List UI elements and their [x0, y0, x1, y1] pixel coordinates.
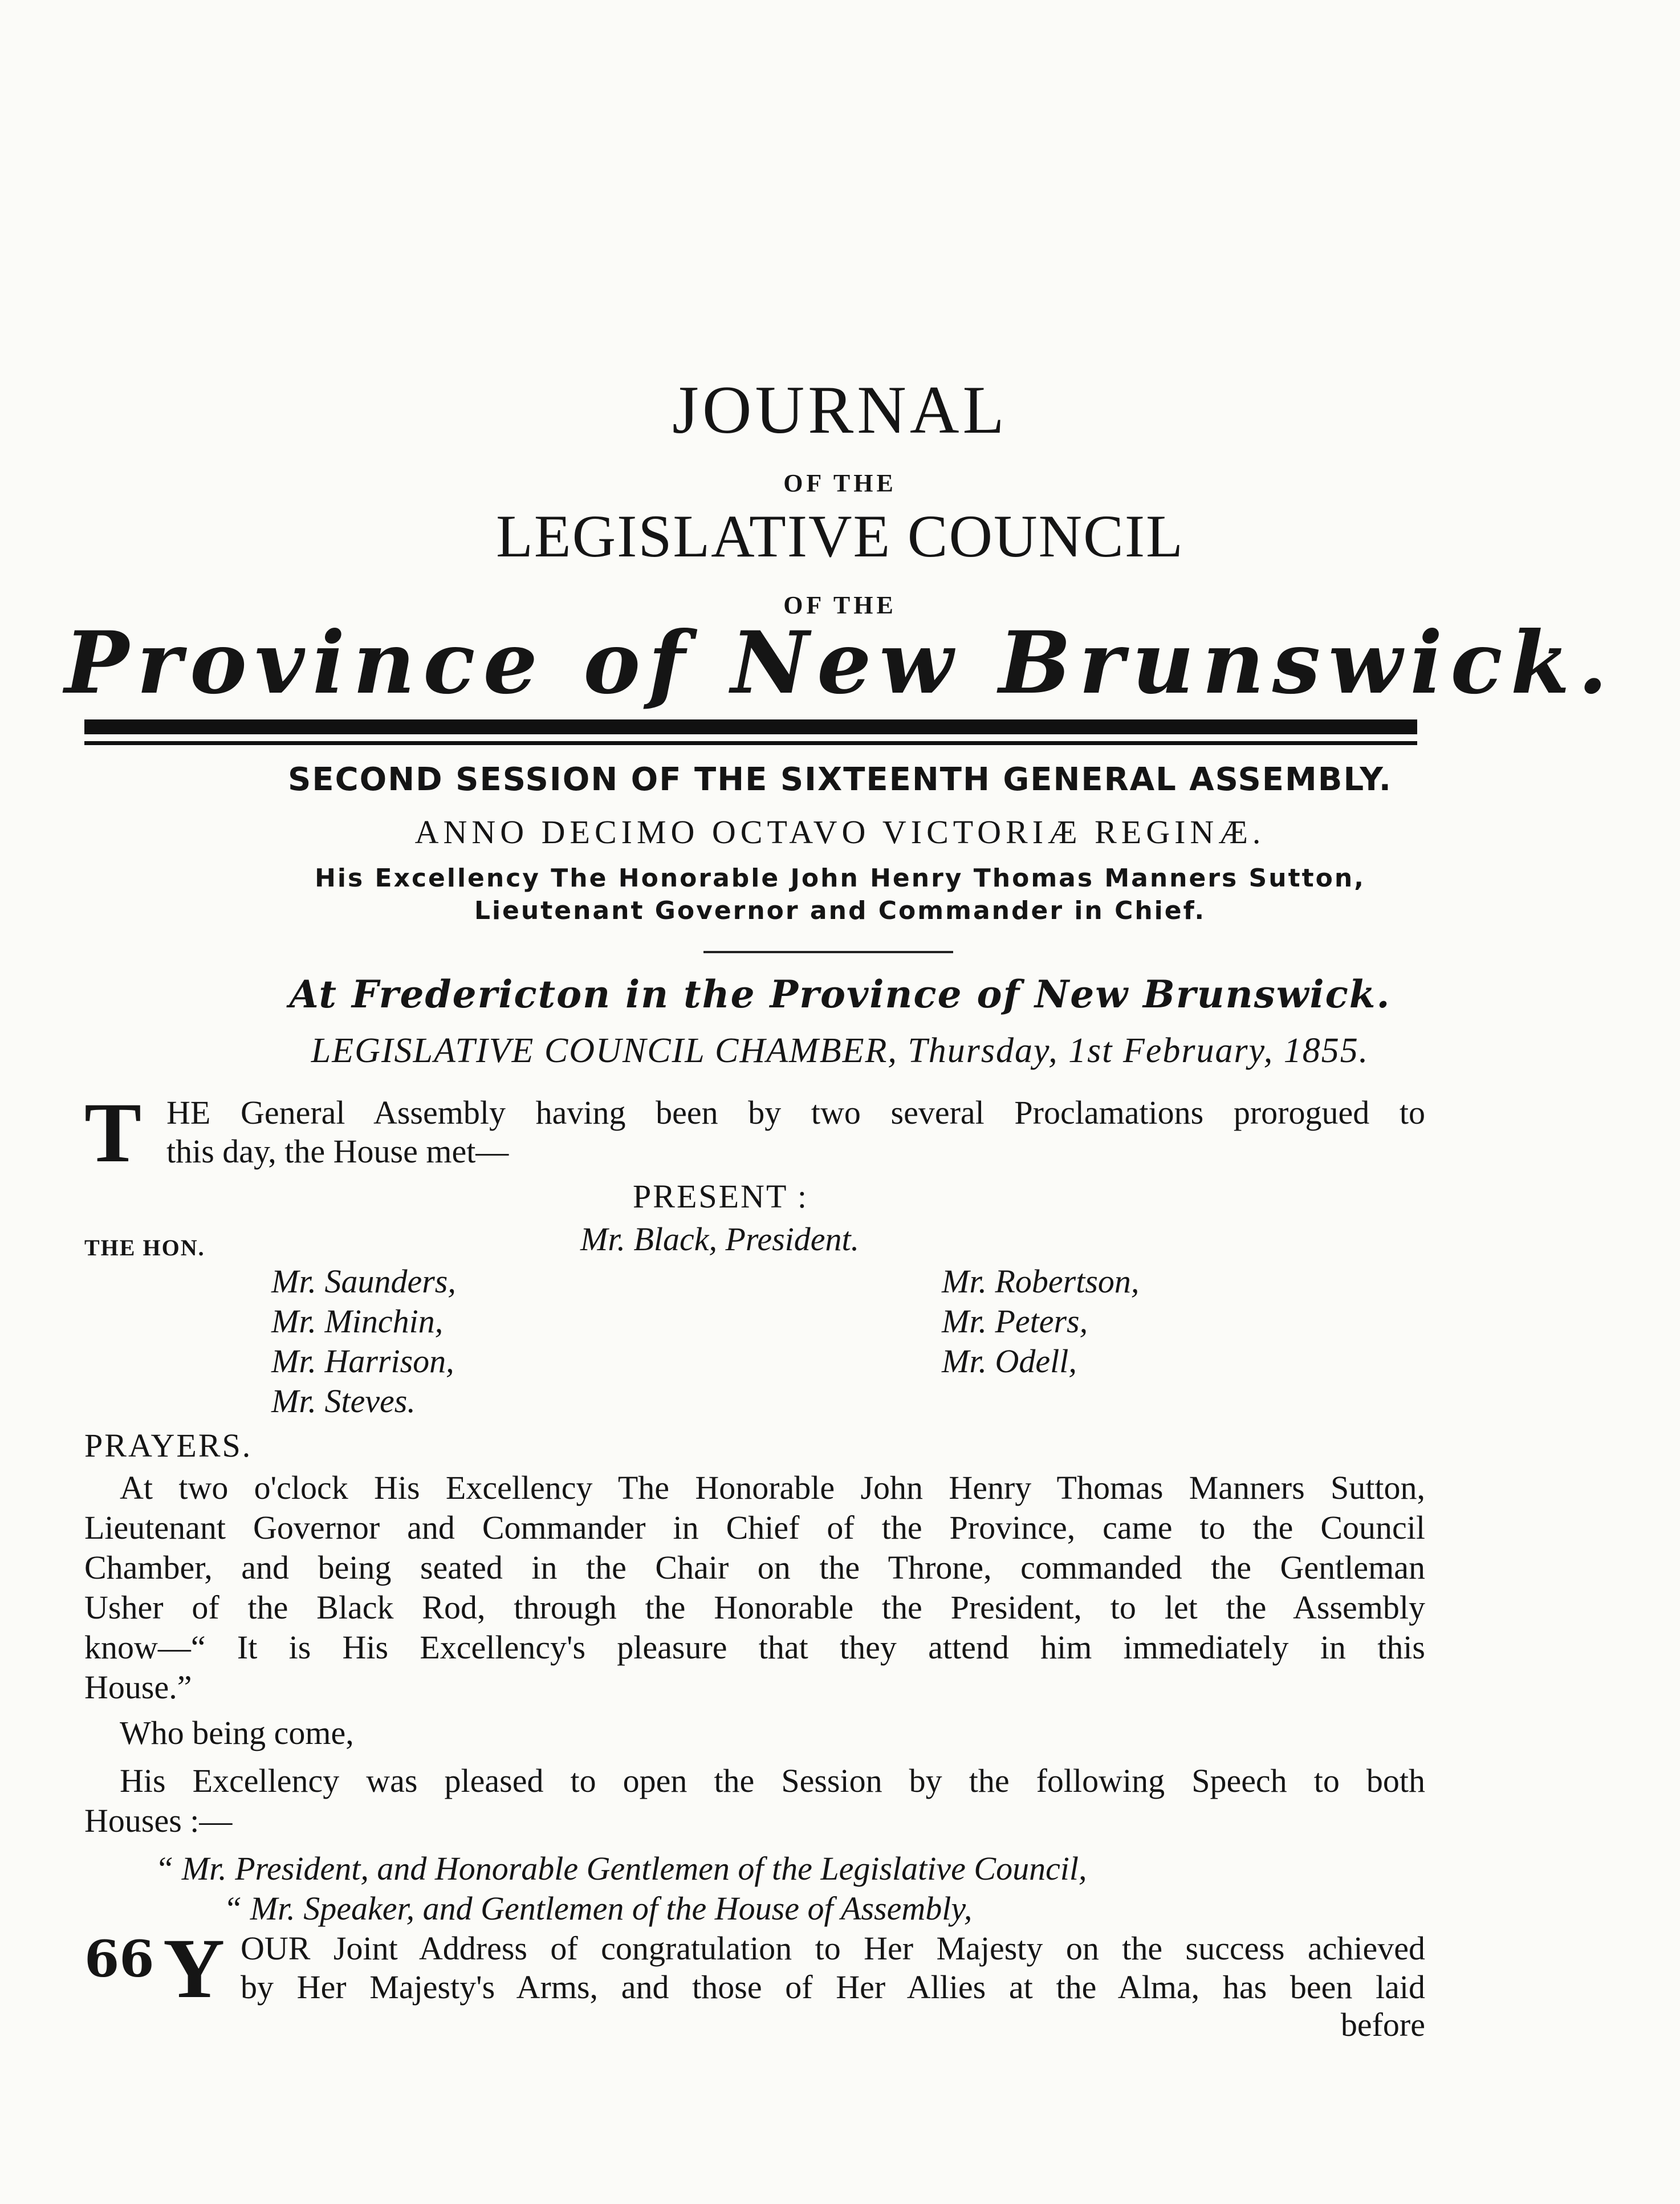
regnal-year: ANNO DECIMO OCTAVO VICTORIÆ REGINÆ. — [414, 814, 1266, 851]
opening-dropcap: T — [84, 1085, 142, 1180]
who-being-come: Who being come, — [120, 1714, 354, 1751]
president-name: Mr. Black, President. — [580, 1221, 860, 1258]
speech-line-2: by Her Majesty's Arms, and those of Her Allies at the Alma, has been laid — [241, 1969, 1425, 2006]
member-right-1: Mr. Robertson, — [942, 1263, 1140, 1300]
place-heading: At Fredericton in the Province of New Brunswick. — [289, 972, 1391, 1016]
of-the-line-1: OF THE — [783, 469, 897, 497]
speech-dropcap: Y — [163, 1921, 225, 2016]
opening-line-1: HE General Assembly having been by two several Proclamations prorogued to — [166, 1094, 1425, 1131]
of-the-line-2: OF THE — [783, 591, 897, 619]
governor-name: His Excellency The Honorable John Henry Thomas Manners Sutton, — [315, 864, 1365, 893]
member-left-4: Mr. Steves. — [271, 1382, 416, 1420]
speech-intro-line-1: His Excellency was pleased to open the Session by the following Speech to both — [120, 1762, 1425, 1799]
the-hon-label: THE HON. — [84, 1235, 205, 1260]
member-right-3: Mr. Odell, — [942, 1343, 1077, 1380]
governor-office: Lieutenant Governor and Commander in Chief. — [474, 896, 1206, 925]
open-quote-mark: 66 — [84, 1929, 154, 1989]
section-divider — [703, 951, 953, 953]
paragraph-line-3: Chamber, and being seated in the Chair on the Throne, commanded the Gentleman — [84, 1549, 1425, 1586]
paragraph-line-6: House.” — [84, 1669, 192, 1706]
council-title: LEGISLATIVE COUNCIL — [496, 503, 1184, 570]
member-right-2: Mr. Peters, — [942, 1303, 1088, 1340]
present-label: PRESENT : — [633, 1178, 808, 1215]
speech-intro-line-2: Houses :— — [84, 1802, 233, 1839]
catchword: before — [1340, 2006, 1425, 2043]
opening-line-2: this day, the House met— — [166, 1133, 509, 1170]
paragraph-line-4: Usher of the Black Rod, through the Honorable the President, to let the Assembly — [84, 1589, 1425, 1626]
member-left-1: Mr. Saunders, — [271, 1263, 456, 1300]
speech-line-1: OUR Joint Address of congratulation to Her Majesty on the success achieved — [241, 1930, 1425, 1967]
speech-salutation-2: “ Mr. Speaker, and Gentlemen of the House of Assembly, — [223, 1890, 973, 1927]
paragraph-line-2: Lieutenant Governor and Commander in Chief of the Province, came to the Council — [84, 1509, 1425, 1546]
speech-salutation-1: “ Mr. President, and Honorable Gentlemen of the Legislative Council, — [155, 1850, 1087, 1887]
member-left-3: Mr. Harrison, — [271, 1343, 454, 1380]
title-rule-thin — [84, 741, 1417, 745]
province-title: Province of New Brunswick. — [64, 613, 1616, 713]
chamber-date-line: LEGISLATIVE COUNCIL CHAMBER, Thursday, 1st February, 1855. — [311, 1031, 1369, 1070]
member-left-2: Mr. Minchin, — [271, 1303, 444, 1340]
paragraph-line-1: At two o'clock His Excellency The Honorable John Henry Thomas Manners Sutton, — [120, 1469, 1425, 1506]
prayers-heading: PRAYERS. — [84, 1427, 253, 1464]
journal-title: JOURNAL — [672, 372, 1008, 448]
paragraph-line-5: know—“ It is His Excellency's pleasure that they attend him immediately in this — [84, 1629, 1425, 1666]
title-rule-thick — [84, 719, 1417, 734]
session-heading: SECOND SESSION OF THE SIXTEENTH GENERAL ASSEMBLY. — [288, 761, 1392, 798]
